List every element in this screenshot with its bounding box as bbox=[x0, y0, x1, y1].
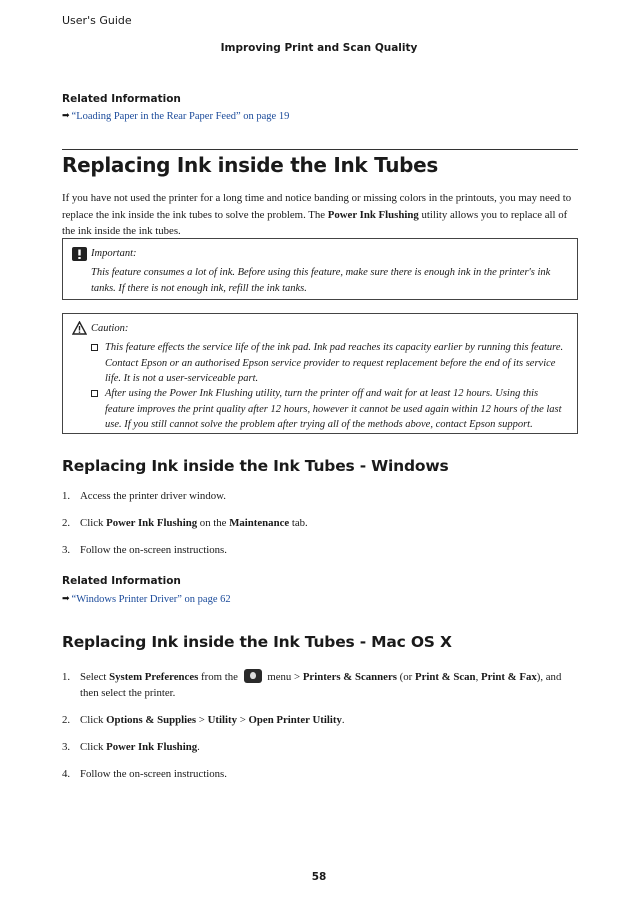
arrow-right-icon: ➡ bbox=[62, 593, 70, 603]
checkbox-bullet-icon bbox=[91, 344, 98, 351]
step-text: Access the printer driver window. bbox=[80, 490, 226, 502]
mac-step bbox=[62, 739, 578, 755]
important-icon bbox=[72, 247, 87, 267]
step-text: Click Power Ink Flushing on the Maintenance tab. bbox=[80, 517, 308, 529]
section-rule bbox=[62, 149, 578, 150]
caution-title: Caution: bbox=[91, 323, 129, 334]
windows-section-title: Replacing Ink inside the Ink Tubes - Windows bbox=[62, 457, 449, 475]
guide-label: User's Guide bbox=[62, 14, 132, 27]
step-text: Click Power Ink Flushing. bbox=[80, 741, 200, 753]
intro-bold-term: Power Ink Flushing bbox=[327, 208, 419, 221]
important-text: This feature consumes a lot of ink. Before using this feature, make sure there is enough ink in the printer's ink tanks. If there is not enough ink, refill the ink tanks. bbox=[91, 267, 551, 294]
step-text: Follow the on-screen instructions. bbox=[80, 768, 227, 780]
related-info-heading: Related Information bbox=[62, 575, 181, 587]
arrow-right-icon: ➡ bbox=[62, 110, 70, 120]
windows-step bbox=[62, 488, 578, 504]
caution-bullet bbox=[91, 340, 567, 387]
related-info-heading: Related Information bbox=[62, 93, 181, 105]
caution-bullet-text: After using the Power Ink Flushing utility, turn the printer off and wait for at least 12 hours. Using this feature improves the print quality after 12 hours, however it cannot be used again within 12 hours of the last use. If you still cannot solve the problem after trying all of the methods above, contact Epson support. bbox=[105, 388, 562, 430]
related-link-text[interactable]: “Loading Paper in the Rear Paper Feed” on page 19 bbox=[71, 111, 290, 122]
windows-step bbox=[62, 515, 578, 531]
warning-icon bbox=[72, 321, 87, 341]
step-number: 2. bbox=[62, 517, 71, 529]
mac-section-title: Replacing Ink inside the Ink Tubes - Mac OS X bbox=[62, 633, 452, 651]
related-link-row[interactable] bbox=[62, 593, 231, 605]
step-text: Click Options & Supplies > Utility > Open Printer Utility. bbox=[80, 714, 345, 726]
step-number: 2. bbox=[62, 714, 71, 726]
mac-step bbox=[62, 669, 578, 701]
caution-box bbox=[62, 313, 578, 434]
intro-paragraph bbox=[62, 190, 578, 240]
important-title: Important: bbox=[91, 248, 137, 259]
mac-step bbox=[62, 766, 578, 782]
step-text: Follow the on-screen instructions. bbox=[80, 544, 227, 556]
apple-menu-icon bbox=[244, 669, 262, 683]
related-link-text[interactable]: “Windows Printer Driver” on page 62 bbox=[71, 594, 231, 605]
section-title: Replacing Ink inside the Ink Tubes bbox=[62, 153, 439, 177]
step-number: 3. bbox=[62, 741, 71, 753]
important-box bbox=[62, 238, 578, 300]
checkbox-bullet-icon bbox=[91, 390, 98, 397]
step-text: Select System Preferences from the menu > Printers & Scanners (or Print & Scan, Print & Fax), and then select the printer. bbox=[80, 671, 562, 699]
related-link-row[interactable] bbox=[62, 110, 289, 122]
page-number: 58 bbox=[311, 871, 327, 883]
mac-step bbox=[62, 712, 578, 728]
step-number: 1. bbox=[62, 671, 71, 683]
step-number: 4. bbox=[62, 768, 71, 780]
chapter-title: Improving Print and Scan Quality bbox=[220, 42, 418, 54]
intro-text-end: utility allows you to replace all of the ink inside the ink tubes. bbox=[62, 208, 568, 237]
caution-bullet-text: This feature effects the service life of the ink pad. Ink pad reaches its capacity earlier by running this feature. Contact Epson or an authorised Epson service provider to request replacement before the end of its service life. It is not a user-serviceable part. bbox=[105, 342, 564, 384]
intro-text: If you have not used the printer for a long time and notice banding or missing colors in the printouts, you may need to replace the ink inside the ink tubes to solve the problem. The bbox=[62, 192, 572, 221]
step-number: 1. bbox=[62, 490, 71, 502]
caution-bullet bbox=[91, 386, 567, 433]
windows-step bbox=[62, 542, 578, 558]
step-number: 3. bbox=[62, 544, 71, 556]
